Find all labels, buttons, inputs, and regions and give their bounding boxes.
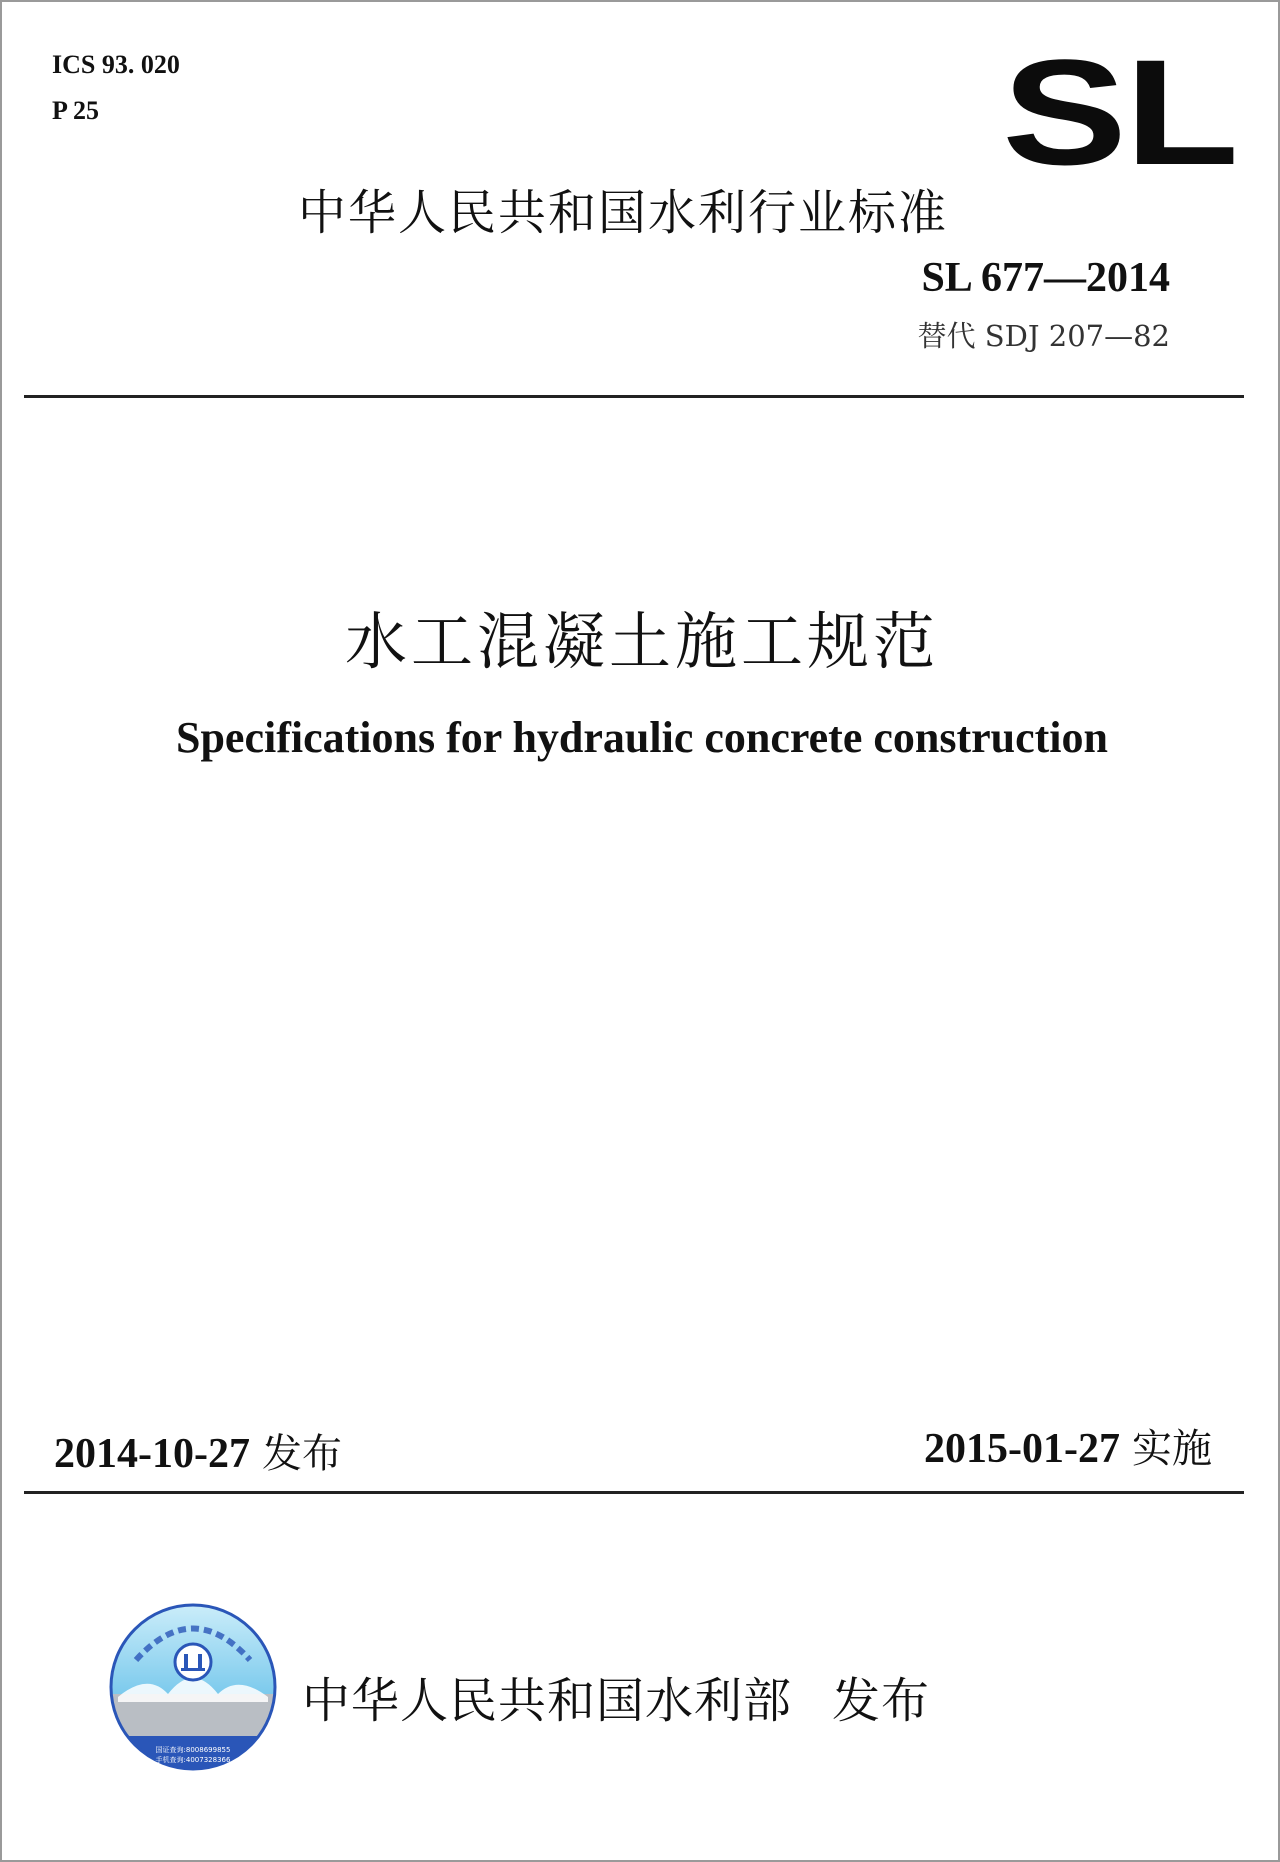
publisher-name: 中华人民共和国水利部 bbox=[302, 1673, 793, 1729]
seal-phone-2: 手机查询:4007328366 bbox=[155, 1756, 231, 1764]
anti-counterfeit-seal-icon bbox=[108, 1602, 278, 1772]
industry-standard-heading: 中华人民共和国水利行业标准 bbox=[298, 185, 949, 241]
implementation-label: 实施 bbox=[1132, 1426, 1212, 1472]
replaces-standard: 替代 SDJ 207—82 bbox=[917, 319, 1170, 353]
issue-label: 发布 bbox=[261, 1431, 342, 1477]
top-divider bbox=[24, 395, 1244, 398]
standard-number: SL 677—2014 bbox=[921, 255, 1170, 301]
publisher-line bbox=[302, 1662, 930, 1731]
implementation-date bbox=[924, 1417, 1212, 1474]
title-chinese: 水工混凝土施工规范 bbox=[344, 605, 939, 678]
seal-phone-1: 国证查询:8008699855 bbox=[155, 1746, 231, 1754]
classification-code: P 25 bbox=[52, 96, 99, 125]
sl-logo: SL bbox=[1002, 28, 1237, 196]
title-english: Specifications for hydraulic concrete construction bbox=[175, 713, 1109, 762]
bottom-divider bbox=[24, 1491, 1244, 1494]
publish-label: 发布 bbox=[832, 1673, 931, 1729]
implementation-date-value: 2015-01-27 bbox=[924, 1426, 1120, 1472]
ics-code: ICS 93. 020 bbox=[52, 50, 180, 79]
issue-date-value: 2014-10-27 bbox=[54, 1431, 250, 1477]
issue-date bbox=[54, 1422, 342, 1479]
